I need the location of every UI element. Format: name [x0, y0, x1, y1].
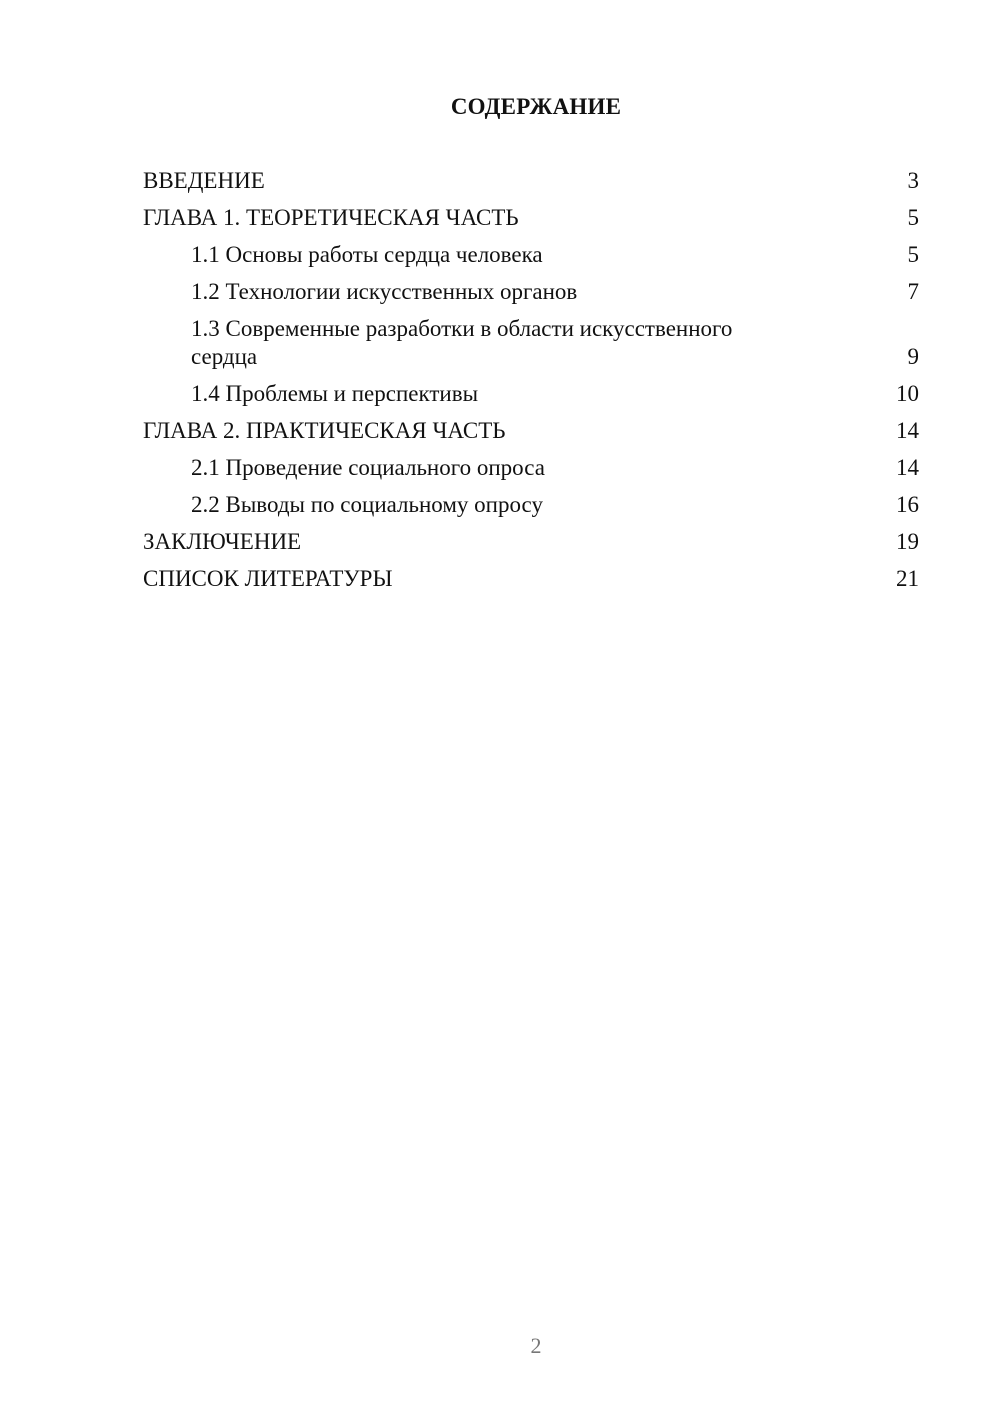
toc-entry-page: 7 [907, 279, 919, 304]
toc-entry-references[interactable] [143, 565, 919, 593]
toc-entry-chapter-1[interactable] [143, 204, 919, 232]
toc-entry-label: 2.1 Проведение социального опроса [191, 455, 545, 480]
toc-entry-conclusion[interactable] [143, 528, 919, 556]
toc-entry-section-1-3[interactable] [143, 315, 919, 371]
toc-entry-page: 5 [907, 242, 919, 267]
page-number: 2 [530, 1333, 542, 1358]
toc-entry-page: 21 [896, 566, 919, 591]
toc-entry-label: ЗАКЛЮЧЕНИЕ [143, 529, 302, 554]
toc-entry-label: 1.1 Основы работы сердца человека [191, 242, 543, 267]
toc-entry-page: 3 [907, 168, 919, 193]
toc-entry-page: 9 [907, 344, 919, 369]
toc-entry-page: 10 [896, 381, 919, 406]
toc-entry-section-1-1[interactable] [143, 241, 919, 269]
toc-entry-section-2-1[interactable] [143, 454, 919, 482]
toc-entry-label: 1.4 Проблемы и перспективы [191, 381, 479, 406]
toc-entry-section-1-2[interactable] [143, 278, 919, 306]
toc-title: СОДЕРЖАНИЕ [450, 94, 622, 119]
toc-entry-page: 16 [896, 492, 919, 517]
toc-entry-introduction[interactable] [143, 167, 919, 195]
toc-entry-page: 14 [896, 418, 919, 443]
toc-entry-label: ГЛАВА 2. ПРАКТИЧЕСКАЯ ЧАСТЬ [143, 418, 506, 443]
toc-entry-section-2-2[interactable] [143, 491, 919, 519]
toc-entry-section-1-4[interactable] [143, 380, 919, 408]
toc-entry-page: 19 [896, 529, 919, 554]
toc-entry-label: 1.3 Современные разработки в области искусственного сердца [191, 316, 733, 369]
toc-entry-page: 5 [907, 205, 919, 230]
toc-entry-label: ГЛАВА 1. ТЕОРЕТИЧЕСКАЯ ЧАСТЬ [143, 205, 519, 230]
toc-entry-label: 1.2 Технологии искусственных органов [191, 279, 578, 304]
toc-entry-label: СПИСОК ЛИТЕРАТУРЫ [143, 566, 393, 591]
toc-entry-chapter-2[interactable] [143, 417, 919, 445]
toc-entry-page: 14 [896, 455, 919, 480]
toc-list [143, 167, 919, 602]
toc-entry-label: 2.2 Выводы по социальному опросу [191, 492, 543, 517]
toc-entry-label: ВВЕДЕНИЕ [143, 168, 265, 193]
